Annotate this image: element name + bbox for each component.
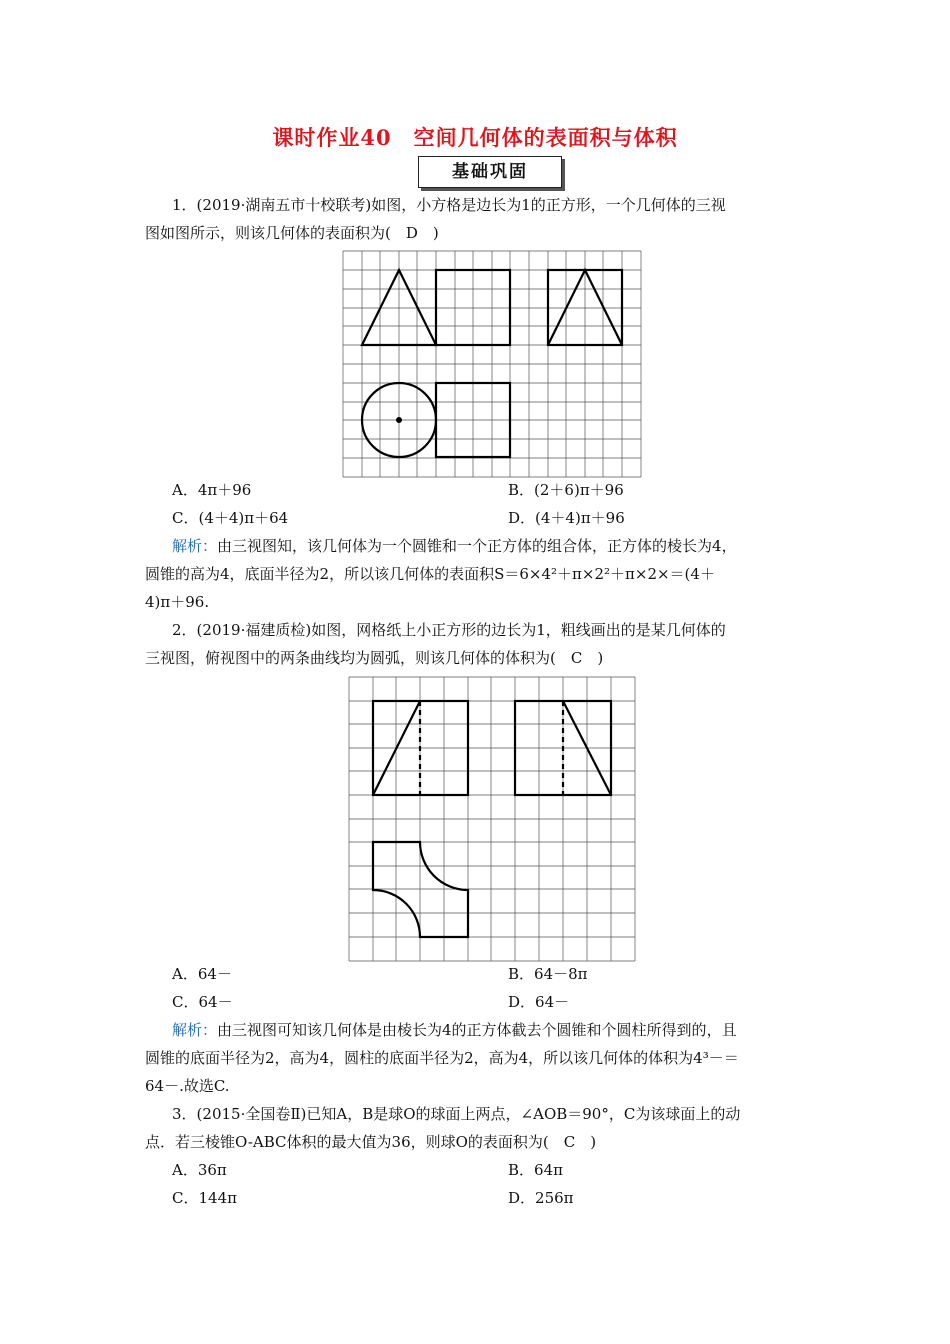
q1-option-b: B．(2＋6)π＋96 [508,481,624,499]
q3-option-c: C．144π [172,1189,237,1207]
q2-analysis-line3: 64－.故选C. [145,1077,230,1095]
q3-option-d: D．256π [508,1189,574,1207]
q3-option-b: B．64π [508,1161,563,1179]
q2-option-a: A．64－ [172,965,232,983]
q2-stem-line2: 三视图，俯视图中的两条曲线均为圆弧，则该几何体的体积为( C ) [145,649,604,667]
q1-stem-line1: 1．(2019·湖南五市十校联考)如图，小方格是边长为1的正方形，一个几何体的三视 [172,196,726,214]
q2-option-d: D．64－ [508,993,570,1011]
q1-analysis-text1: 由三视图知，该几何体为一个圆锥和一个正方体的组合体，正方体的棱长为4， [217,537,737,555]
q1-analysis-line2: 圆锥的高为4，底面半径为2，所以该几何体的表面积S＝6×4²＋π×2²＋π×2×＝(4＋ [145,565,715,583]
q1-option-d: D．(4＋4)π＋96 [508,509,625,527]
q1-stem-line2: 图如图所示，则该几何体的表面积为( D ) [145,224,439,242]
q2-stem-line1: 2．(2019·福建质检)如图，网格纸上小正方形的边长为1，粗线画出的是某几何体的 [172,621,726,639]
q2-analysis-text1: 由三视图可知该几何体是由棱长为4的正方体截去个圆锥和个圆柱所得到的，且 [217,1021,737,1039]
q2-analysis-line1 [172,1019,737,1041]
q1-three-view-figure [342,250,642,478]
q1-circle-center [396,417,402,423]
q2-option-c: C．64－ [172,993,233,1011]
q2-option-b: B．64－8π [508,965,588,983]
q1-option-a: A．4π＋96 [172,481,252,499]
q3-option-a: A．36π [172,1161,227,1179]
q1-analysis-line1 [172,535,737,557]
q1-grid [343,251,641,477]
q3-stem-line2: 点．若三棱锥O-ABC体积的最大值为36，则球O的表面积为( C ) [145,1133,597,1151]
q2-top-view-outline [373,842,468,937]
analysis-label: 解析： [172,537,218,555]
q1-analysis-line3: 4)π＋96. [145,593,210,611]
q2-grid [349,677,635,961]
q2-analysis-line2: 圆锥的底面半径为2，高为4，圆柱的底面半径为2，高为4，所以该几何体的体积为4³－＝ [145,1049,739,1067]
analysis-label: 解析： [172,1021,218,1039]
page-title: 课时作业40 空间几何体的表面积与体积 [272,125,678,150]
q1-option-c: C．(4＋4)π＋64 [172,509,289,527]
q2-three-view-figure [348,676,636,962]
section-badge: 基础巩固 [418,156,562,188]
q3-stem-line1: 3．(2015·全国卷Ⅱ)已知A，B是球O的球面上两点，∠AOB＝90°，C为该球面上的动 [172,1105,741,1123]
